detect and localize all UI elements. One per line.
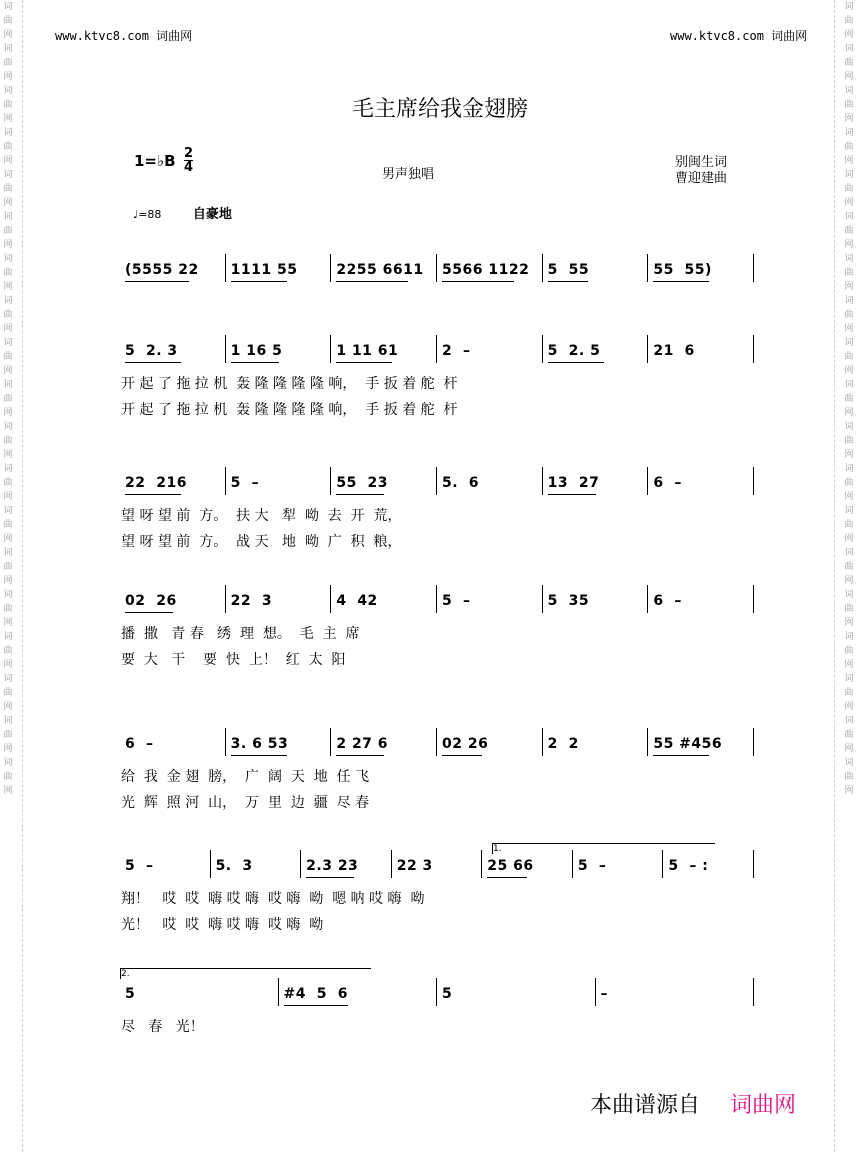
watermark-char: 网 [844, 576, 854, 586]
barline [753, 254, 754, 282]
right-dashed-border [834, 0, 835, 1152]
watermark-char: 词 [3, 422, 13, 432]
watermark-char: 曲 [3, 16, 13, 26]
watermark-char: 曲 [3, 268, 13, 278]
watermark-char: 网 [844, 660, 854, 670]
watermark-char: 词 [844, 674, 854, 684]
watermark-char: 网 [844, 366, 854, 376]
watermark-char: 网 [3, 702, 13, 712]
meter-top: 2 [184, 146, 194, 161]
watermark-char: 网 [844, 324, 854, 334]
measure-notes: 1111 55 [230, 262, 298, 278]
watermark-char: 曲 [844, 226, 854, 236]
watermark-char: 词 [844, 338, 854, 348]
watermark-char: 词 [3, 2, 13, 12]
beam-underline [487, 877, 527, 878]
watermark-char: 网 [3, 576, 13, 586]
watermark-char: 网 [3, 114, 13, 124]
barline [436, 978, 437, 1006]
watermark-char: 词 [844, 758, 854, 768]
measure-notes: 5 – [442, 593, 471, 609]
watermark-char: 曲 [844, 58, 854, 68]
beam-underline [306, 877, 354, 878]
barline [391, 850, 392, 878]
measure-notes: 55 #456 [653, 736, 723, 752]
lyric-line: 翔！ 哎 哎 嗨 哎 嗨 哎 嗨 呦 嗯 呐 哎 嗨 呦 [121, 891, 425, 907]
barline [753, 850, 754, 878]
header-right [670, 27, 807, 44]
watermark-char: 网 [3, 492, 13, 502]
first-ending-bracket [492, 843, 715, 854]
lyric-line: 光 辉 照 河 山， 万 里 边 疆 尽 春 [121, 795, 370, 811]
watermark-char: 曲 [3, 226, 13, 236]
watermark-char: 词 [3, 44, 13, 54]
barline [225, 335, 226, 363]
watermark-char: 网 [844, 408, 854, 418]
left-watermark-strip [1, 0, 15, 1154]
beam-underline [284, 1005, 348, 1006]
meter-bottom: 4 [184, 160, 194, 175]
measure-notes: 13 27 [547, 475, 600, 491]
beam-underline [231, 362, 279, 363]
credits [675, 155, 727, 187]
watermark-char: 曲 [844, 436, 854, 446]
watermark-char: 曲 [3, 562, 13, 572]
watermark-char: 词 [3, 212, 13, 222]
barline [753, 467, 754, 495]
watermark-char: 词 [3, 632, 13, 642]
barline [647, 254, 648, 282]
measure-notes: 5 – [577, 858, 607, 874]
measure-notes: 55 23 [336, 475, 389, 491]
lyric-line: 尽 春 光！ [121, 1019, 204, 1035]
measure-notes: 02 26 [125, 593, 177, 609]
watermark-char: 网 [3, 618, 13, 628]
barline [330, 585, 331, 613]
barline [225, 728, 226, 756]
measure-notes: 25 66 [487, 858, 534, 874]
measure-notes: 21 6 [653, 343, 695, 359]
barline [595, 978, 596, 1006]
second-ending-bracket [120, 968, 371, 979]
watermark-char: 网 [3, 744, 13, 754]
barline [647, 467, 648, 495]
barline [542, 585, 543, 613]
watermark-char: 网 [844, 786, 854, 796]
watermark-char: 词 [844, 548, 854, 558]
measure-notes: 5. 3 [215, 858, 253, 874]
watermark-char: 曲 [3, 478, 13, 488]
measure-notes: 2 – [442, 343, 471, 359]
performance-type: 男声独唱 [382, 167, 435, 182]
footer-site-name[interactable]: 词曲网 [730, 1093, 797, 1118]
beam-underline [336, 362, 392, 363]
watermark-char: 词 [844, 380, 854, 390]
watermark-char: 网 [3, 72, 13, 82]
beam-underline [336, 281, 408, 282]
beam-underline [653, 281, 709, 282]
barline [753, 335, 754, 363]
watermark-char: 曲 [844, 100, 854, 110]
watermark-char: 词 [844, 44, 854, 54]
watermark-char: 词 [3, 128, 13, 138]
beam-underline [231, 755, 287, 756]
watermark-char: 词 [844, 422, 854, 432]
watermark-char: 网 [3, 282, 13, 292]
watermark-char: 词 [3, 758, 13, 768]
lyric-line: 望 呀 望 前 方。 战 天 地 呦 广 积 粮， [121, 534, 402, 550]
watermark-char: 词 [844, 632, 854, 642]
watermark-char: 曲 [844, 310, 854, 320]
barline [542, 254, 543, 282]
measure-notes: 02 26 [442, 736, 489, 752]
beam-underline [125, 281, 189, 282]
measure-notes: (5555 22 [125, 262, 199, 278]
barline [330, 467, 331, 495]
watermark-char: 词 [3, 506, 13, 516]
tempo-character: 自豪地 [192, 207, 232, 222]
beam-underline [125, 362, 181, 363]
barline [436, 728, 437, 756]
watermark-char: 词 [3, 464, 13, 474]
watermark-char: 曲 [3, 184, 13, 194]
watermark-char: 曲 [3, 730, 13, 740]
barline [572, 850, 573, 878]
header-site-left[interactable]: 词曲网 [156, 29, 193, 43]
watermark-char: 词 [3, 548, 13, 558]
watermark-char: 曲 [844, 730, 854, 740]
lyric-line: 光！ 哎 哎 嗨 哎 嗨 哎 嗨 呦 [121, 917, 324, 933]
watermark-char: 曲 [3, 142, 13, 152]
watermark-char: 词 [844, 590, 854, 600]
watermark-char: 词 [3, 296, 13, 306]
time-signature [184, 148, 193, 173]
watermark-char: 曲 [844, 562, 854, 572]
barline [662, 850, 663, 878]
measure-notes: 4 42 [336, 593, 378, 609]
watermark-char: 词 [844, 296, 854, 306]
watermark-char: 网 [3, 156, 13, 166]
watermark-char: 曲 [844, 16, 854, 26]
watermark-char: 词 [3, 590, 13, 600]
barline [436, 254, 437, 282]
measure-notes: 6 – [653, 593, 682, 609]
measure-notes: 5 – [230, 475, 260, 491]
footer-source-label: 本曲谱源自 [590, 1093, 701, 1118]
watermark-char: 曲 [3, 772, 13, 782]
lyric-line: 要 大 干 要 快 上！ 红 太 阳 [121, 652, 346, 668]
watermark-char: 词 [844, 128, 854, 138]
watermark-char: 网 [3, 30, 13, 40]
watermark-char: 网 [3, 366, 13, 376]
barline [300, 850, 301, 878]
barline [330, 335, 331, 363]
watermark-char: 曲 [3, 604, 13, 614]
measure-notes: 5566 1122 [442, 262, 530, 278]
watermark-char: 网 [844, 534, 854, 544]
measure-notes: 5 2. 5 [547, 343, 601, 359]
watermark-char: 网 [844, 492, 854, 502]
watermark-char: 曲 [844, 688, 854, 698]
watermark-char: 词 [844, 86, 854, 96]
watermark-char: 词 [3, 338, 13, 348]
watermark-char: 网 [844, 198, 854, 208]
measure-notes: 2 2 [547, 736, 579, 752]
watermark-char: 网 [3, 408, 13, 418]
watermark-char: 词 [844, 716, 854, 726]
watermark-char: 网 [3, 660, 13, 670]
watermark-char: 网 [844, 30, 854, 40]
watermark-char: 曲 [3, 58, 13, 68]
watermark-char: 曲 [3, 100, 13, 110]
barline [330, 254, 331, 282]
lyric-line: 给 我 金 翅 膀， 广 阔 天 地 任 飞 [121, 769, 370, 785]
watermark-char: 词 [3, 716, 13, 726]
measure-notes: 5 35 [547, 593, 590, 609]
beam-underline [548, 494, 596, 495]
watermark-char: 词 [3, 254, 13, 264]
beam-underline [653, 755, 709, 756]
measure-notes: 5 55 [547, 262, 590, 278]
lyric-line: 望 呀 望 前 方。 扶 大 犁 呦 去 开 荒， [121, 508, 402, 524]
barline [753, 728, 754, 756]
measure-notes: 2 27 6 [336, 736, 389, 752]
watermark-char: 网 [844, 156, 854, 166]
barline [542, 335, 543, 363]
barline [542, 728, 543, 756]
watermark-char: 曲 [3, 436, 13, 446]
watermark-char: 词 [844, 212, 854, 222]
watermark-char: 曲 [844, 646, 854, 656]
beam-underline [548, 281, 588, 282]
beam-underline [336, 755, 384, 756]
watermark-char: 网 [3, 450, 13, 460]
key-signature: 1=♭B [134, 152, 176, 170]
measure-notes: 5 [125, 986, 136, 1002]
barline [225, 585, 226, 613]
watermark-char: 网 [3, 324, 13, 334]
measure-notes: 55 55) [653, 262, 712, 278]
composer: 曹迎建曲 [675, 171, 728, 186]
second-ending-label: 2. [121, 969, 130, 979]
watermark-char: 曲 [844, 268, 854, 278]
beam-underline [231, 281, 287, 282]
barline [542, 467, 543, 495]
measure-notes: 5. 6 [442, 475, 480, 491]
watermark-char: 曲 [844, 604, 854, 614]
watermark-char: 曲 [844, 520, 854, 530]
watermark-char: 词 [844, 170, 854, 180]
measure-notes: 1 16 5 [230, 343, 283, 359]
barline [753, 978, 754, 1006]
watermark-char: 网 [3, 198, 13, 208]
watermark-char: 网 [844, 702, 854, 712]
watermark-char: 曲 [844, 772, 854, 782]
watermark-char: 曲 [844, 352, 854, 362]
watermark-char: 词 [3, 170, 13, 180]
header-url-left[interactable]: www.ktvc8.com [55, 29, 149, 43]
measure-notes: 22 3 [230, 593, 273, 609]
watermark-char: 曲 [844, 394, 854, 404]
right-watermark-strip [842, 0, 856, 1154]
tempo-value: ♩=88 [133, 208, 162, 221]
measure-notes: 3. 6 53 [230, 736, 289, 752]
watermark-char: 词 [844, 254, 854, 264]
barline [436, 585, 437, 613]
watermark-char: 词 [844, 506, 854, 516]
lyric-line: 开 起 了 拖 拉 机 轰 隆 隆 隆 隆 响， 手 扳 着 舵 杆 [121, 376, 458, 392]
measure-notes: 1 11 61 [336, 343, 399, 359]
measure-notes: 5 2. 3 [125, 343, 178, 359]
watermark-char: 词 [3, 380, 13, 390]
barline [278, 978, 279, 1006]
measure-notes: 5 [442, 986, 453, 1002]
measure-notes: 6 – [125, 736, 154, 752]
measure-notes: – [600, 986, 608, 1002]
measure-notes: 5 – [125, 858, 154, 874]
watermark-char: 曲 [3, 310, 13, 320]
barline [647, 585, 648, 613]
watermark-char: 网 [3, 240, 13, 250]
song-title: 毛主席给我金翅膀 [351, 97, 528, 122]
watermark-char: 网 [844, 618, 854, 628]
watermark-char: 网 [844, 282, 854, 292]
barline [225, 467, 226, 495]
measure-notes: 5 – : [668, 858, 709, 874]
watermark-char: 网 [844, 450, 854, 460]
barline [647, 335, 648, 363]
watermark-char: 曲 [844, 142, 854, 152]
watermark-char: 曲 [3, 688, 13, 698]
watermark-char: 曲 [3, 352, 13, 362]
measure-notes: 2.3 23 [306, 858, 359, 874]
watermark-char: 词 [844, 464, 854, 474]
barline [210, 850, 211, 878]
beam-underline [548, 362, 604, 363]
barline [330, 728, 331, 756]
watermark-char: 词 [3, 674, 13, 684]
watermark-char: 曲 [3, 394, 13, 404]
lyric-line: 播 撒 青 春 绣 理 想。 毛 主 席 [121, 626, 360, 642]
barline [436, 335, 437, 363]
measure-notes: #4 5 6 [283, 986, 348, 1002]
watermark-char: 曲 [3, 646, 13, 656]
watermark-char: 网 [3, 786, 13, 796]
barline [753, 585, 754, 613]
watermark-char: 曲 [3, 520, 13, 530]
beam-underline [125, 494, 181, 495]
watermark-char: 网 [844, 744, 854, 754]
watermark-char: 网 [3, 534, 13, 544]
first-ending-label: 1. [493, 844, 502, 854]
header-site-right[interactable]: 词曲网 [771, 29, 808, 43]
header-left [55, 27, 192, 44]
watermark-char: 网 [844, 114, 854, 124]
beam-underline [442, 755, 482, 756]
barline [225, 254, 226, 282]
watermark-char: 词 [844, 2, 854, 12]
measure-notes: 22 3 [396, 858, 433, 874]
barline [436, 467, 437, 495]
header-url-right[interactable]: www.ktvc8.com [670, 29, 764, 43]
left-dashed-border [22, 0, 23, 1152]
measure-notes: 2255 6611 [336, 262, 424, 278]
watermark-char: 词 [3, 86, 13, 96]
measure-notes: 6 – [653, 475, 682, 491]
barline [481, 850, 482, 878]
beam-underline [336, 494, 384, 495]
watermark-char: 曲 [844, 478, 854, 488]
barline [647, 728, 648, 756]
lyricist: 别闽生词 [675, 155, 728, 170]
watermark-char: 网 [844, 240, 854, 250]
tempo-mark [133, 203, 232, 222]
beam-underline [442, 281, 514, 282]
watermark-char: 曲 [844, 184, 854, 194]
lyric-line: 开 起 了 拖 拉 机 轰 隆 隆 隆 隆 响， 手 扳 着 舵 杆 [121, 402, 458, 418]
watermark-char: 网 [844, 72, 854, 82]
measure-notes: 22 216 [125, 475, 187, 491]
beam-underline [125, 612, 173, 613]
